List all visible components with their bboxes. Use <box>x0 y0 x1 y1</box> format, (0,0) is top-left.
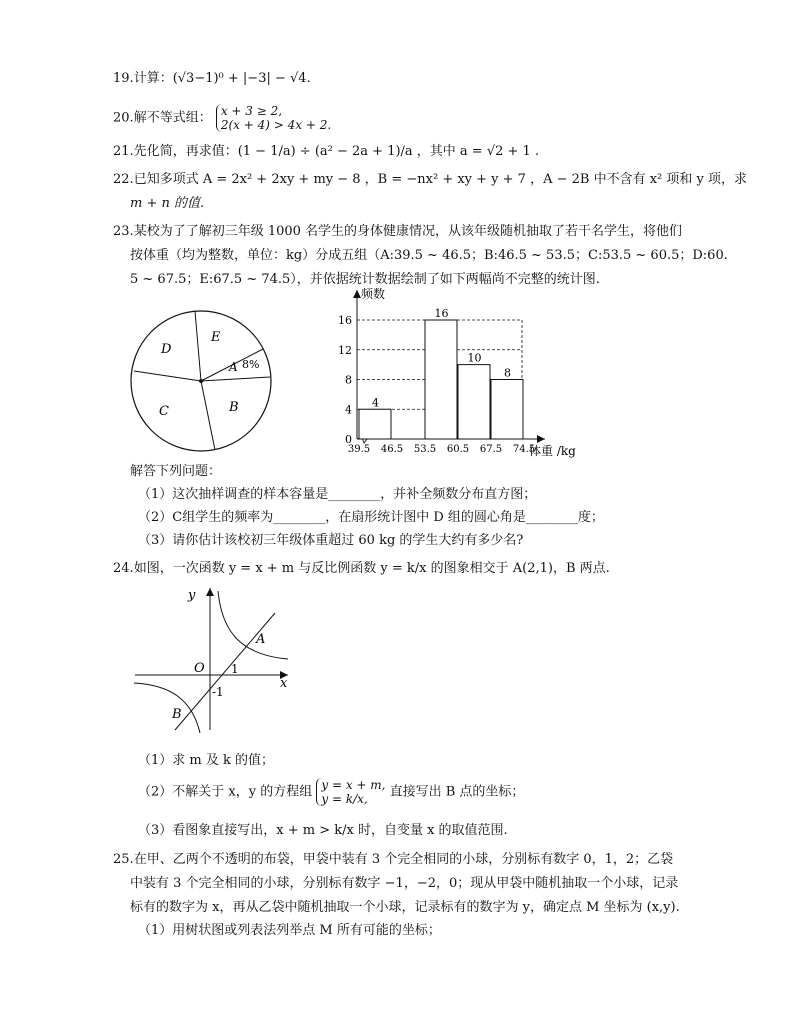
q24-sub-2-tail: 直接写出 B 点的坐标； <box>389 784 525 800</box>
histogram-y-tick-label: 16 <box>338 314 352 327</box>
pie-label-d: D <box>161 342 172 357</box>
inequality-system <box>216 104 331 132</box>
question-21 <box>113 143 539 161</box>
question-text: 先化简，再求值：(1 − 1/a) ÷ (a² − 2a + 1)/a ，其中 a = √2 + 1 . <box>133 144 540 159</box>
histogram-bar-E <box>491 380 523 440</box>
linear-function-line <box>175 613 275 730</box>
question-text: 如图，一次函数 y = x + m 与反比例函数 y = k/x 的图象相交于 A(2,1)，B 两点. <box>133 561 610 576</box>
pie-label-a: A <box>229 360 238 374</box>
q23-answer-intro: 解答下列问题： <box>130 464 222 479</box>
equation-1: y = x + m, <box>321 778 386 792</box>
pie-divider-c-d <box>134 371 201 381</box>
histogram-x-tick-label: 39.5 <box>347 444 371 455</box>
histogram-y-label: 频数 <box>361 287 386 301</box>
pie-divider-d-e <box>195 311 201 381</box>
histogram-bar-C <box>425 320 457 439</box>
inequality-2: 2(x + 4) > 4x + 2. <box>220 118 332 132</box>
q24-sub-1: （1）求 m 及 k 的值； <box>138 753 275 768</box>
question-line-1: 在甲、乙两个不透明的布袋，甲袋中装有 3 个完全相同的小球，分别标有数字 0，1，2；乙袋 <box>133 852 674 867</box>
graph-label-b: B <box>172 707 182 722</box>
question-25 <box>113 851 673 869</box>
pie-divider-b-c <box>201 381 215 450</box>
pie-center <box>199 379 203 383</box>
question-number: 24. <box>113 561 134 576</box>
histogram-bar-A <box>359 409 391 439</box>
question-25-line-2: 中装有 3 个完全相同的小球，分别标有数字 −1，−2，0；现从甲袋中随机抽取一个小球，记录 <box>130 876 679 891</box>
question-number: 20. <box>113 110 134 126</box>
equation-2: y = k/x, <box>321 792 368 806</box>
hyperbola-third-quadrant <box>134 683 200 733</box>
pie-chart <box>125 305 285 455</box>
histogram-y-tick-label: 12 <box>338 343 352 357</box>
graph-label-origin: O <box>194 661 205 676</box>
question-number: 22. <box>113 172 134 187</box>
question-23 <box>113 223 682 241</box>
question-25-line-3: 标有的数字为 x，再从乙袋中随机抽取一个小球，记录标有的数字为 y，确定点 M 坐标为 (x,y). <box>130 900 680 915</box>
question-19 <box>113 70 311 88</box>
histogram-bar-value-A: 4 <box>372 396 379 410</box>
hyperbola-first-quadrant <box>218 591 288 659</box>
histogram-y-tick-label: 4 <box>345 403 352 417</box>
y-axis-arrow <box>206 588 214 596</box>
question-number: 19. <box>113 71 134 86</box>
question-line-1: 已知多项式 A = 2x² + 2xy + my − 8 ，B = −nx² + xy + y + 7 ，A − 2B 中不含有 x² 项和 y 项，求 <box>133 172 748 187</box>
histogram-y-tick-label: 0 <box>345 433 352 446</box>
q23-sub-2: （2）C组学生的频率为________，在扇形统计图中 D 组的圆心角是________度； <box>138 510 604 525</box>
histogram-x-tick-label: 46.5 <box>380 444 404 455</box>
question-text: 计算：(√3−1)⁰ + |−3| − √4. <box>133 71 311 86</box>
question-lead: 解不等式组： <box>133 110 212 126</box>
pie-label-e: E <box>211 330 221 345</box>
question-22 <box>113 171 747 189</box>
function-graph <box>130 585 300 735</box>
question-line-1: 某校为了了解初三年级 1000 名学生的身体健康情况，从该年级随机抽取了若干名学生，将他们 <box>133 224 683 239</box>
question-22-line-2: m + n 的值. <box>130 196 205 211</box>
q23-sub-3: （3）请你估计该校初三年级体重超过 60 kg 的学生大约有多少名? <box>138 533 524 548</box>
histogram-bar-value-C: 16 <box>434 307 449 320</box>
histogram-y-axis-arrow <box>353 290 361 298</box>
histogram-bar-D <box>458 365 490 439</box>
pie-label-b: B <box>229 400 239 415</box>
question-20 <box>113 104 331 132</box>
pie-label-a-percent: 8% <box>242 358 260 371</box>
histogram-x-axis-arrow <box>537 435 545 443</box>
inequality-1: x + 3 ≥ 2, <box>220 104 283 118</box>
histogram-x-tick-label: 60.5 <box>446 444 470 455</box>
question-number: 21. <box>113 144 134 159</box>
pie-divider-a-b <box>201 377 270 381</box>
question-23-line-2: 按体重（均为整数，单位：kg）分成五组（A:39.5 ~ 46.5；B:46.5 ~ 53.5；C:53.5 ~ 60.5；D:60. <box>130 248 728 263</box>
histogram-y-tick-label: 8 <box>345 373 352 387</box>
graph-label-one: 1 <box>231 662 239 676</box>
histogram-x-label: 体重 /kg <box>529 444 576 458</box>
graph-label-minus-one: -1 <box>212 685 224 699</box>
frequency-histogram <box>335 282 595 462</box>
pie-label-c: C <box>159 404 169 419</box>
histogram-x-tick-label: 53.5 <box>413 444 437 455</box>
graph-label-y: y <box>188 588 196 603</box>
histogram-x-tick-label: 74.5 <box>512 444 536 455</box>
q23-sub-1: （1）这次抽样调查的样本容量是________，并补全频数分布直方图； <box>138 487 537 502</box>
histogram-bar-value-E: 8 <box>504 366 511 380</box>
q24-sub-2 <box>138 778 524 806</box>
q24-sub-3: （3）看图象直接写出，x + m > k/x 时，自变量 x 的取值范围. <box>138 823 508 838</box>
histogram-bar-value-D: 10 <box>467 351 482 365</box>
question-number: 23. <box>113 224 134 239</box>
q25-sub-1: （1）用树状图或列表法列举点 M 所有可能的坐标； <box>138 923 441 938</box>
question-number: 25. <box>113 852 134 867</box>
graph-label-x: x <box>280 676 288 691</box>
q24-sub-2-lead: （2）不解关于 x，y 的方程组 <box>138 784 313 800</box>
histogram-x-tick-label: 67.5 <box>479 444 503 455</box>
equation-system <box>316 778 385 806</box>
graph-label-a: A <box>256 632 266 647</box>
question-24 <box>113 560 610 578</box>
question-23-line-3: 5 ~ 67.5；E:67.5 ~ 74.5），并依据统计数据绘制了如下两幅尚不完整的统计图. <box>130 272 600 287</box>
